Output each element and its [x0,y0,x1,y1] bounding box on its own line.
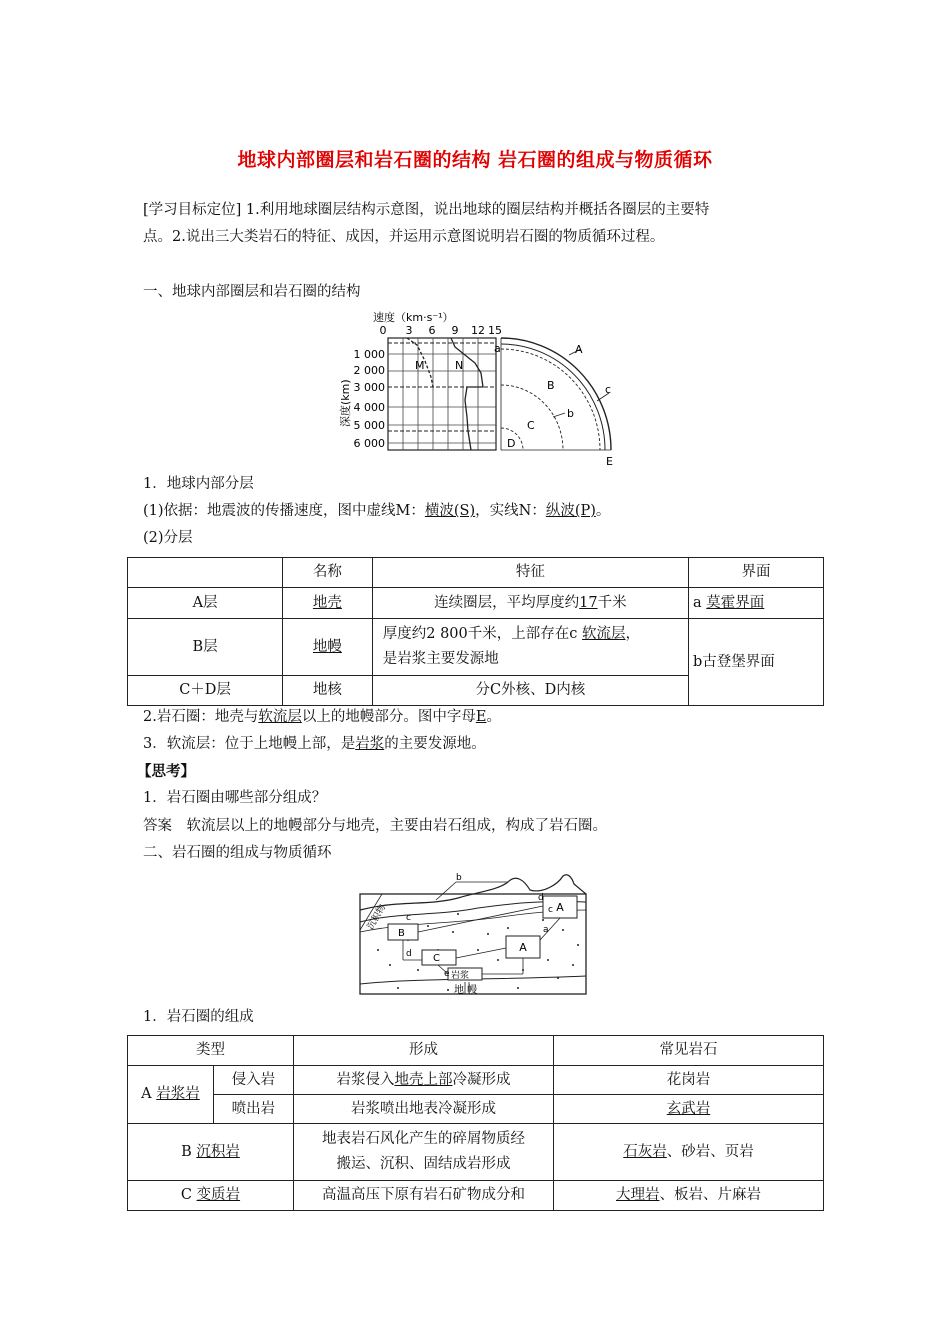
depth-tick: 6 000 [353,437,385,450]
question-1: 1．岩石圈由哪些部分组成？ [143,790,327,806]
answer-igneous: 岩浆岩 [156,1086,200,1102]
table-header: 常见岩石 [554,1036,824,1066]
table-cell: C＋D层 [128,676,283,706]
answer-upper-crust: 地壳上部 [394,1071,453,1088]
answer-sedimentary: 沉积岩 [196,1143,240,1160]
answer-letter-e: E [475,709,487,725]
layer-label-c: c [605,383,612,396]
mantle-label: 地 幔 [454,985,478,996]
table-cell: A 岩浆岩 [128,1066,214,1124]
answer-n: 纵波(P) [545,503,596,519]
box-B-label: B [398,928,405,939]
table-cell: B 沉积岩 [128,1124,294,1181]
cycle-label-a: a [543,925,549,935]
speed-tick: 15 [488,324,502,337]
objectives-line-1: [学习目标定位] 1.利用地球圈层结构示意图，说出地球的圈层结构并概括各圈层的主要特 [143,202,710,218]
rock-cycle-figure [358,870,590,1002]
layer-label-B: B [547,379,555,392]
speed-tick: 12 [471,324,485,337]
think-heading: 【思考】 [137,763,195,780]
table-cell: 地表岩石风化产生的碎屑物质经 搬运、沉积、固结成岩形成 [293,1124,553,1181]
table-cell: C 变质岩 [128,1181,294,1211]
basis-prefix: (1)依据：地震波的传播速度，图中虚线M： [143,503,425,519]
table-cell: B层 [128,619,283,676]
speed-tick: 9 [451,324,459,337]
speed-tick: 0 [379,324,387,337]
box-C-label: C [433,953,440,964]
speed-tick: 3 [405,324,413,337]
answer-asthenosphere: 软流层 [582,626,626,642]
box-A-upper-label: A [556,901,564,914]
table-cell: 连续圈层，平均厚度约17千米 [372,588,688,619]
table-cell: b古登堡界面 [689,619,824,706]
depth-ticks [354,348,386,450]
speed-ticks [380,324,503,337]
answer-magma: 岩浆 [355,736,385,752]
table-header: 类型 [128,1036,294,1066]
magma-label: 岩浆 [451,971,470,981]
depth-tick: 1 000 [353,348,385,361]
speed-tick: 6 [428,324,436,337]
item-3-line: 3．软流层：位于上地幔上部，是岩浆的主要发源地。 [143,736,486,752]
depth-tick: 2 000 [353,364,385,377]
table-cell: a 莫霍界面 [689,588,824,619]
answer-mantle: 地幔 [283,619,373,676]
answer-metamorphic: 变质岩 [196,1187,241,1203]
page-title: 地球内部圈层和岩石圈的结构 岩石圈的组成与物质循环 [237,149,713,171]
table-cell: 花岗岩 [554,1066,824,1095]
cycle-label-d: d [406,949,412,959]
basis-mid: ，实线N： [475,503,546,519]
sediment-label: 沉积物 [365,903,389,932]
table-header [128,558,283,588]
layers-table [127,557,824,706]
cycle-label-c2: c [548,905,553,915]
table-cell: 分C外核、D内核 [372,676,688,706]
speed-axis-label: 速度（km·s⁻¹） [373,311,454,324]
layer-label-a: a [494,342,501,355]
section-2-heading: 二、岩石圈的组成与物质循环 [143,845,332,861]
rocks-table [127,1035,824,1211]
answer-thickness: 17 [579,594,598,611]
layer-label-D: D [507,437,516,450]
sub-2-heading: (2)分层 [143,530,193,546]
cycle-label-b: b [456,873,462,883]
table-cell: 侵入岩 [213,1066,293,1095]
basis-line [143,498,823,525]
table-cell: 高温高压下原有岩石矿物成分和 [293,1181,553,1211]
basis-suffix: 。 [595,503,611,519]
table-header: 名称 [283,558,373,588]
table-cell: 喷出岩 [213,1095,293,1124]
answer-marble: 大理岩 [616,1187,660,1203]
cycle-label-c: c [406,913,411,923]
answer-moho: 莫霍界面 [706,594,765,611]
table-cell: 岩浆喷出地表冷凝形成 [293,1095,553,1124]
item-1-heading: 1．地球内部分层 [143,476,254,492]
item-2-line: 2.岩石圈：地壳与软流层以上的地幔部分。图中字母E。 [143,709,501,725]
depth-tick: 3 000 [353,381,385,394]
rock-item-1: 1．岩石圈的组成 [143,1009,254,1025]
answer-limestone: 石灰岩 [623,1143,667,1160]
answer-m: 横波(S) [424,503,476,519]
layer-label-E: E [606,455,613,468]
layer-label-b: b [567,407,574,420]
depth-axis-label: 深度(km) [339,379,352,427]
table-cell: A层 [128,588,283,619]
table-cell: 石灰岩、砂岩、页岩 [554,1124,824,1181]
objectives-line-2: 点。2.说出三大类岩石的特征、成因，并运用示意图说明岩石圈的物质循环过程。 [143,229,665,245]
earth-interior-figure [335,305,625,470]
box-A-lower-label: A [519,941,527,954]
table-cell: 厚度约2 800千米，上部存在c 软流层， 是岩浆主要发源地 [372,619,688,676]
layer-label-A: A [575,343,583,356]
table-header: 特征 [372,558,688,588]
section-1-heading: 一、地球内部圈层和岩石圈的结构 [143,284,361,300]
table-cell: 大理岩、板岩、片麻岩 [554,1181,824,1211]
table-cell: 地核 [283,676,373,706]
answer-asthenosphere-2: 软流层 [258,709,302,725]
cycle-label-d2: d [538,893,544,903]
cycle-label-e: e [444,969,450,979]
curve-m-label: M [415,359,425,372]
answer-basalt: 玄武岩 [554,1095,824,1124]
answer-1: 答案 软流层以上的地幔部分与地壳，主要由岩石组成，构成了岩石圈。 [143,818,607,834]
depth-tick: 5 000 [353,419,385,432]
table-cell: 岩浆侵入地壳上部冷凝形成 [293,1066,553,1095]
table-header: 形成 [293,1036,553,1066]
curve-n-label: N [455,359,464,372]
layer-label-C: C [527,419,535,432]
table-header: 界面 [689,558,824,588]
answer-crust: 地壳 [283,588,373,619]
depth-tick: 4 000 [353,401,385,414]
